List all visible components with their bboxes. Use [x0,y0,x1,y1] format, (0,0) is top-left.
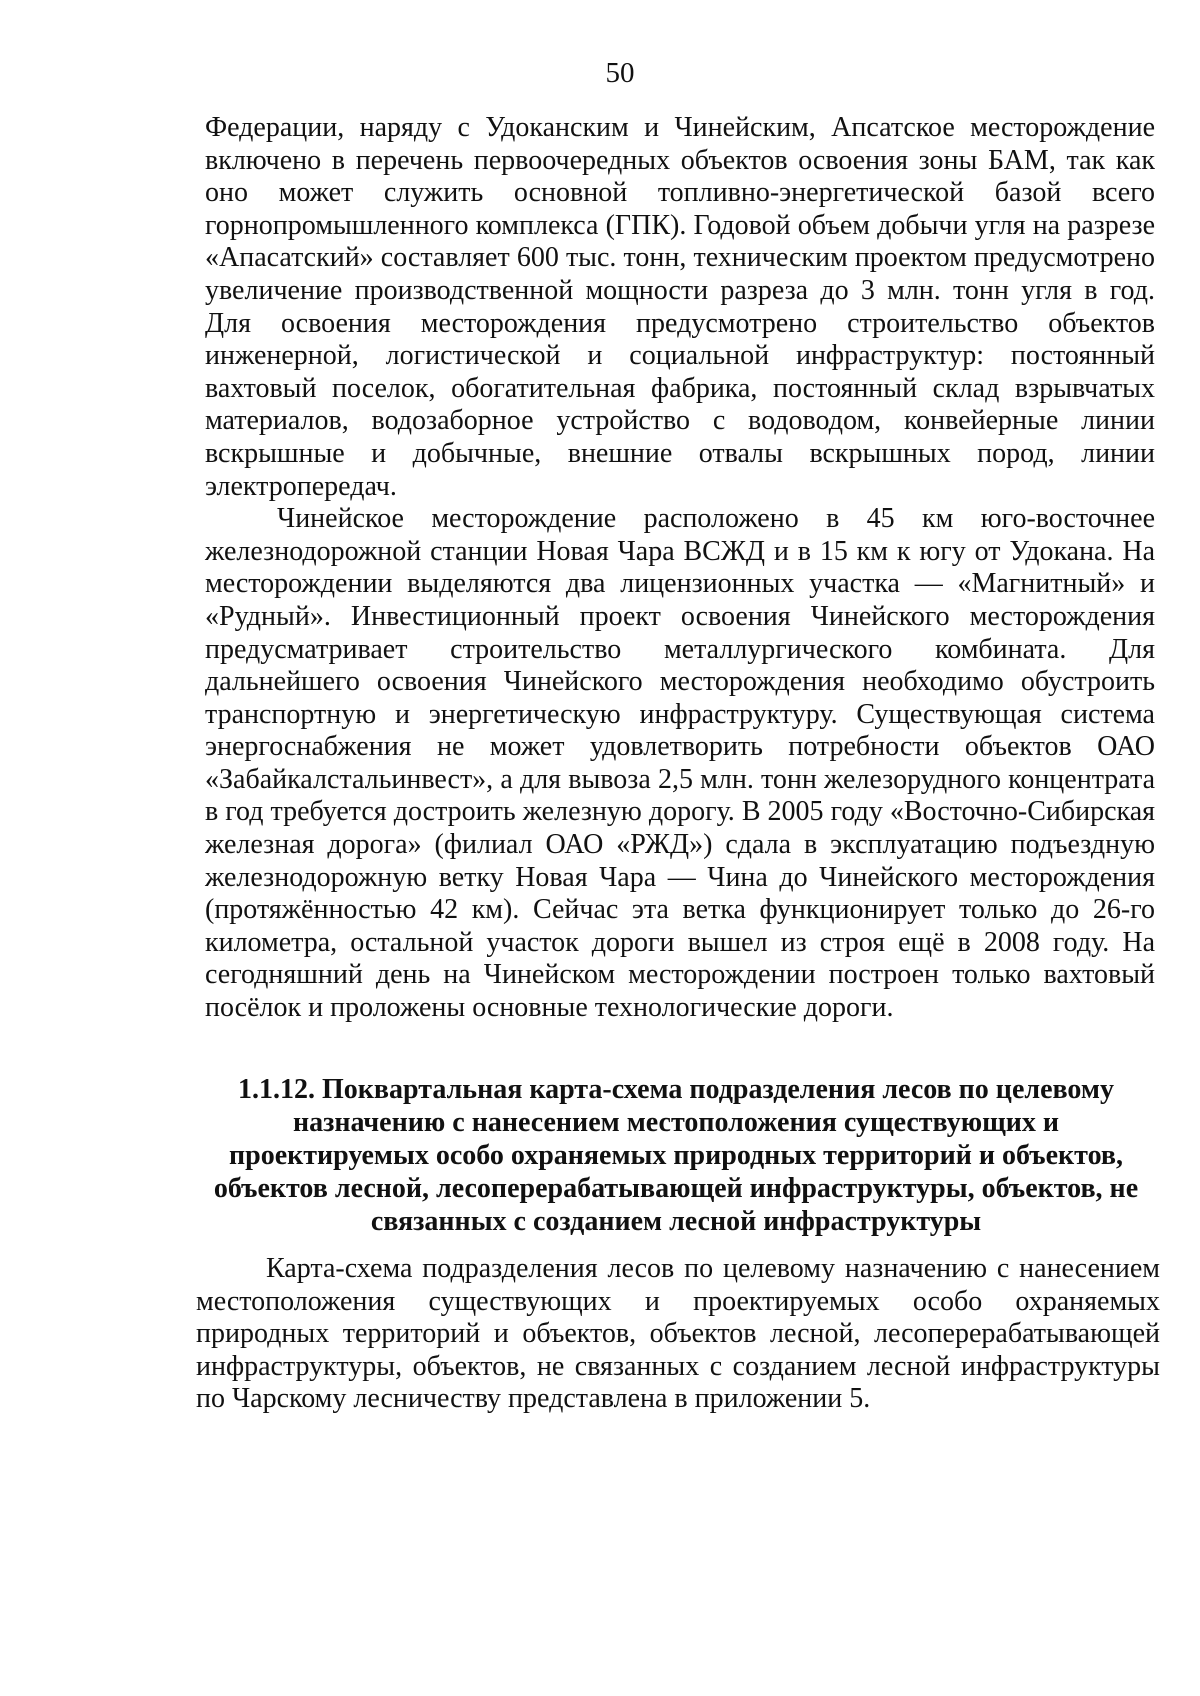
paragraph-apsat-deposit: Федерации, наряду с Удоканским и Чинейским, Апсатское месторождение включено в перечень первоочередных объектов освоения зоны БАМ, так как оно может служить основной топливно-энергетической базой всего горнопромышленного комплекса (ГПК). Годовой объем добычи угля на разрезе «Апасатский» составляет 600 тыс. тонн, техническим проектом предусмотрено увеличение производственной мощности разреза до 3 млн. тонн угля в год. Для освоения месторождения предусмотрено строительство объектов инженерной, логистической и социальной инфраструктур: постоянный вахтовый поселок, обогатительная фабрика, постоянный склад взрывчатых материалов, водозаборное устройство с водоводом, конвейерные линии вскрышные и добычные, внешние отвалы вскрышных пород, линии электропередач. [205,112,1155,502]
section-heading: 1.1.12. Поквартальная карта-схема подразделения лесов по целевому назначению с нанесением местоположения существующих и проектируемых особо охраняемых природных территорий и объектов, объектов лесной, лесоперерабатывающей инфраструктуры, объектов, не связанных с созданием лесной инфраструктуры [213,1074,1139,1237]
section-body-block [196,1253,1160,1416]
paragraph-chiney-deposit: Чинейское месторождение расположено в 45 км юго-восточнее железнодорожной станции Новая Чара ВСЖД и в 15 км к югу от Удокана. На месторождении выделяются два лицензионных участка — «Магнитный» и «Рудный». Инвестиционный проект освоения Чинейского месторождения предусматривает строительство металлургического комбината. Для дальнейшего освоения Чинейского месторождения необходимо обустроить транспортную и энергетическую инфраструктуру. Существующая система энергоснабжения не может удовлетворить потребности объектов ОАО «Забайкалстальинвест», а для вывоза 2,5 млн. тонн железорудного концентрата в год требуется достроить железную дорогу. В 2005 году «Восточно-Сибирская железная дорога» (филиал ОАО «РЖД») сдала в эксплуатацию подъездную железнодорожную ветку Новая Чара — Чина до Чинейского месторождения (протяжённостью 42 км). Сейчас эта ветка функционирует только до 26-го километра, остальной участок дороги вышел из строя ещё в 2008 году. На сегодняшний день на Чинейском месторождении построен только вахтовый посёлок и проложены основные технологические дороги. [205,503,1155,1024]
body-text-block [205,112,1155,1025]
page-number: 50 [605,57,635,89]
paragraph-section-body: Карта-схема подразделения лесов по целевому назначению с нанесением местоположения существующих и проектируемых особо охраняемых природных территорий и объектов, объектов лесной, лесоперерабатывающей инфраструктуры, объектов, не связанных с созданием лесной инфраструктуры по Чарскому лесничеству представлена в приложении 5. [196,1253,1160,1415]
